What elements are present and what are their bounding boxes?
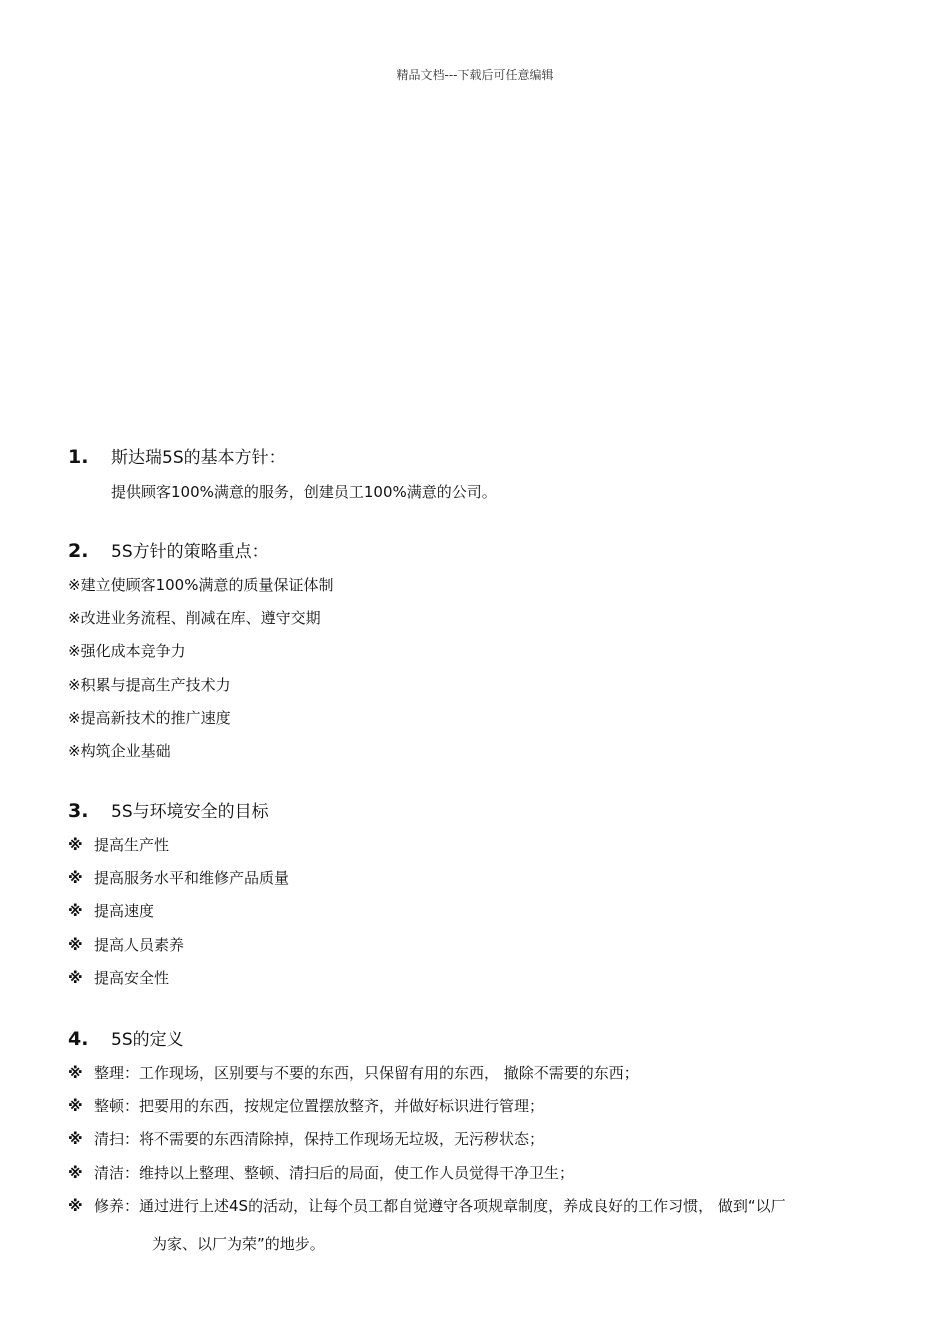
reference-mark-icon: ※ xyxy=(68,969,83,987)
list-item: ※建立使顾客100%满意的质量保证体制 xyxy=(68,576,334,594)
list-item xyxy=(68,1063,639,1083)
list-item xyxy=(68,1096,544,1116)
section-number: 2. xyxy=(68,540,89,562)
list-item-text: 整理：工作现场，区别要与不要的东西，只保留有用的东西， 撤除不需要的东西； xyxy=(94,1064,639,1082)
list-item: ※积累与提高生产技术力 xyxy=(68,676,231,694)
reference-mark-icon: ※ xyxy=(68,869,83,887)
list-item xyxy=(68,868,289,888)
list-item: ※强化成本竞争力 xyxy=(68,642,186,660)
reference-mark-icon: ※ xyxy=(68,1130,83,1148)
section-number: 1. xyxy=(68,446,89,468)
section-number: 4. xyxy=(68,1028,89,1050)
reference-mark-icon: ※ xyxy=(68,1164,83,1182)
list-item-text: 提高速度 xyxy=(94,902,155,920)
reference-mark-icon: ※ xyxy=(68,836,83,854)
list-item: ※提高新技术的推广速度 xyxy=(68,709,231,727)
list-item xyxy=(68,835,169,855)
section-3-heading xyxy=(68,800,269,823)
reference-mark-icon: ※ xyxy=(68,1064,83,1082)
list-item-text: 清扫：将不需要的东西清除掉，保持工作现场无垃圾，无污秽状态； xyxy=(94,1130,545,1148)
list-item-text: 提高安全性 xyxy=(94,969,170,987)
list-item-text: 提高服务水平和维修产品质量 xyxy=(94,869,290,887)
reference-mark-icon: ※ xyxy=(68,902,83,920)
list-item xyxy=(68,901,154,921)
section-title: 斯达瑞5S的基本方针： xyxy=(111,448,286,468)
list-item xyxy=(68,1196,786,1216)
list-item-continuation: 为家、以厂为荣”的地步。 xyxy=(152,1235,325,1253)
page-header: 精品文档---下载后可任意编辑 xyxy=(396,68,554,82)
list-item-text: 修养：通过进行上述4S的活动，让每个员工都自觉遵守各项规章制度，养成良好的工作习惯， 做到“以厂 xyxy=(94,1197,786,1215)
list-item-text: 整顿：把要用的东西，按规定位置摆放整齐，并做好标识进行管理； xyxy=(94,1097,545,1115)
list-item-text: 提高生产性 xyxy=(94,836,170,854)
list-item-text: 清洁：维持以上整理、整顿、清扫后的局面，使工作人员觉得干净卫生； xyxy=(94,1164,575,1182)
section-title: 5S方针的策略重点： xyxy=(111,542,269,562)
section-title: 5S与环境安全的目标 xyxy=(111,802,269,822)
reference-mark-icon: ※ xyxy=(68,936,83,954)
section-1-text: 提供顾客100%满意的服务，创建员工100%满意的公司。 xyxy=(111,483,497,501)
section-2-heading xyxy=(68,540,269,563)
list-item xyxy=(68,1129,544,1149)
list-item xyxy=(68,968,169,988)
list-item xyxy=(68,1163,574,1183)
section-4-heading xyxy=(68,1028,184,1051)
reference-mark-icon: ※ xyxy=(68,1197,83,1215)
list-item xyxy=(68,935,184,955)
section-1-heading xyxy=(68,446,286,469)
section-title: 5S的定义 xyxy=(111,1030,184,1050)
list-item: ※改进业务流程、削减在库、遵守交期 xyxy=(68,609,321,627)
list-item: ※构筑企业基础 xyxy=(68,742,171,760)
reference-mark-icon: ※ xyxy=(68,1097,83,1115)
section-number: 3. xyxy=(68,800,89,822)
list-item-text: 提高人员素养 xyxy=(94,936,185,954)
